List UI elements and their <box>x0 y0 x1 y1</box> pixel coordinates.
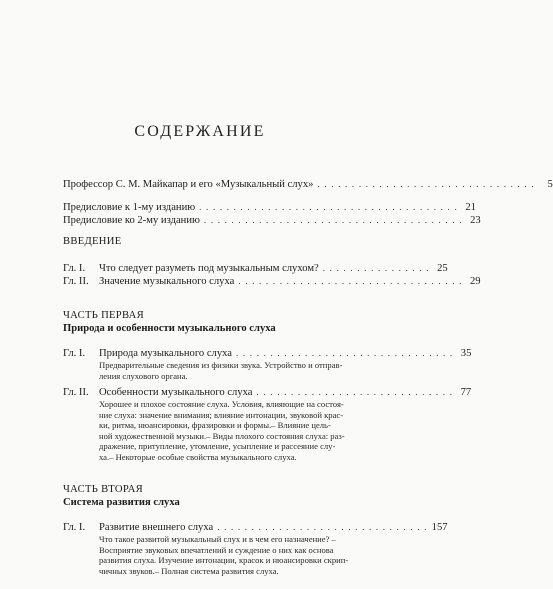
toc-entry-page: 29 <box>469 276 481 287</box>
description-line: Хорошее и плохое состояние слуха. Условия, влияющие на состоя- <box>99 399 344 409</box>
chapter-number: Гл. I. <box>63 263 86 274</box>
description-line: дражение, притупление, утомление, усыпление и рассеяние слу- <box>99 441 336 452</box>
leader-dots: . . . . . . . . . . . . . . . . . . . . . . . . . . . . . <box>256 387 454 397</box>
chapter-description <box>99 360 353 381</box>
toc-title: СОДЕРЖАНИЕ <box>134 123 266 140</box>
toc-entry-page: 77 <box>460 387 472 398</box>
toc-entry-text: Природа музыкального слуха <box>99 348 232 359</box>
leader-dots: . . . . . . . . . . . . . . . . . . . . . . . . . . . . . . . <box>217 522 428 532</box>
toc-entry-page: 35 <box>460 348 472 359</box>
leader-dots: . . . . . . . . . . . . . . . . . . . . . . . . . . . . . . . . . . . . . . <box>199 202 458 212</box>
part-heading: ЧАСТЬ ВТОРАЯ <box>63 484 144 495</box>
toc-entry-text: Предисловие к 1-му изданию <box>63 202 196 213</box>
toc-entry-page: 5 <box>547 179 553 190</box>
toc-entry <box>63 275 481 288</box>
toc-entry-page: 25 <box>437 263 448 274</box>
description-line: ной художественной музыки.– Виды плохого состояния слуха: раз- <box>99 430 345 441</box>
section-heading: ВВЕДЕНИЕ <box>63 236 122 247</box>
chapter-number: Гл. II. <box>63 276 89 287</box>
toc-entry <box>63 178 553 191</box>
description-line: Предварительные сведения из физики звука. Устройство и отправ- <box>99 360 343 370</box>
description-line: Восприятие звуковых впечатлений и суждение о них как основа <box>99 544 334 555</box>
description-line: ления слухового органа. <box>99 370 188 381</box>
description-line: ки, ритма, нюансировки, фразировки и формы.– Влияние цель- <box>99 420 331 431</box>
chapter-description <box>99 399 353 463</box>
leader-dots: . . . . . . . . . . . . . . . . . . . . . . . . . . . . . . . . . . . . . . <box>203 215 463 225</box>
toc-entry-text: Профессор С. М. Майкапар и его «Музыкальный слух» <box>63 179 314 190</box>
description-line: Что такое развитой музыкальный слух и в чем его назначение? – <box>99 534 336 544</box>
toc-entry <box>63 347 472 360</box>
description-line: развития слуха. Изучение интонации, красок и нюансировки скрип- <box>99 555 349 566</box>
toc-entry-text: Развитие внешнего слуха <box>99 522 214 533</box>
toc-entry <box>63 214 481 227</box>
leader-dots: . . . . . . . . . . . . . . . . . . . . . . . . . . . . . . . . <box>317 179 535 189</box>
toc-entry <box>63 521 448 534</box>
toc-entry-text: Что следует разуметь под музыкальным слухом? <box>99 263 319 274</box>
toc-entry-text: Значение музыкального слуха <box>99 276 235 287</box>
part-heading: ЧАСТЬ ПЕРВАЯ <box>63 310 145 321</box>
leader-dots: . . . . . . . . . . . . . . . . . . . . . . . . . . . . . . . . . <box>238 276 463 286</box>
toc-entry <box>63 262 448 275</box>
part-title: Система развития слуха <box>63 497 180 508</box>
toc-entry-text: Предисловие ко 2-му изданию <box>63 215 200 226</box>
leader-dots: . . . . . . . . . . . . . . . . <box>322 263 430 273</box>
toc-entry-page: 23 <box>470 215 481 226</box>
chapter-description <box>99 534 353 576</box>
description-line: ха.– Некоторые особые свойства музыкального слуха. <box>99 451 297 462</box>
description-line: ние слуха: значение внимания; влияние интонации, звуковой крас- <box>99 409 344 420</box>
toc-entry <box>63 201 476 214</box>
chapter-number: Гл. I. <box>63 348 86 359</box>
chapter-number: Гл. II. <box>63 387 89 398</box>
part-title: Природа и особенности музыкального слуха <box>63 323 276 334</box>
leader-dots: . . . . . . . . . . . . . . . . . . . . . . . . . . . . . . . . <box>236 348 454 358</box>
toc-entry-text: Особенности музыкального слуха <box>99 387 253 398</box>
toc-entry-page: 157 <box>431 522 448 533</box>
description-line: чичных звуков.– Полная система развития слуха. <box>99 565 279 576</box>
chapter-number: Гл. I. <box>63 522 86 533</box>
toc-entry <box>63 386 472 399</box>
toc-entry-page: 21 <box>465 202 476 213</box>
